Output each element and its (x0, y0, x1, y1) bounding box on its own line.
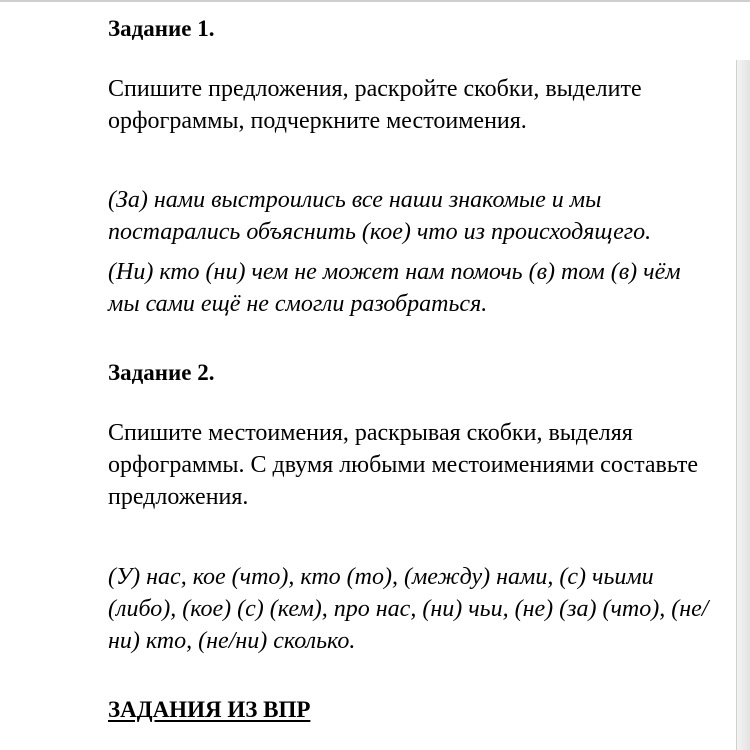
vpr-section-heading: ЗАДАНИЯ ИЗ ВПР (108, 697, 311, 722)
task1-sentence-2: (Ни) кто (ни) чем не может нам помочь (в) том (в) чём мы сами ещё не смогли разобраться. (108, 259, 681, 317)
task1-heading: Задание 1. (108, 16, 215, 41)
task1-sentence-1: (За) нами выстроились все наши знакомые и мы постарались объяснить (кое) что из происходящего. (108, 187, 652, 245)
page-edge-shadow (736, 60, 750, 750)
task2-heading: Задание 2. (108, 360, 215, 385)
task2-instruction: Спишите местоимения, раскрывая скобки, выделяя орфограммы. С двумя любыми местоимениями составьте предложения. (108, 420, 699, 510)
top-border (0, 0, 750, 2)
document-page (108, 14, 718, 725)
task1-instruction: Спишите предложения, раскройте скобки, выделите орфограммы, подчеркните местоимения. (108, 76, 642, 134)
task2-word-list: (У) нас, кое (что), кто (то), (между) нами, (с) чьими (либо), (кое) (с) (кем), про нас, (ни) чьи, (не) (за) (что), (не/ни) кто, (не/ни) сколько. (108, 564, 709, 654)
